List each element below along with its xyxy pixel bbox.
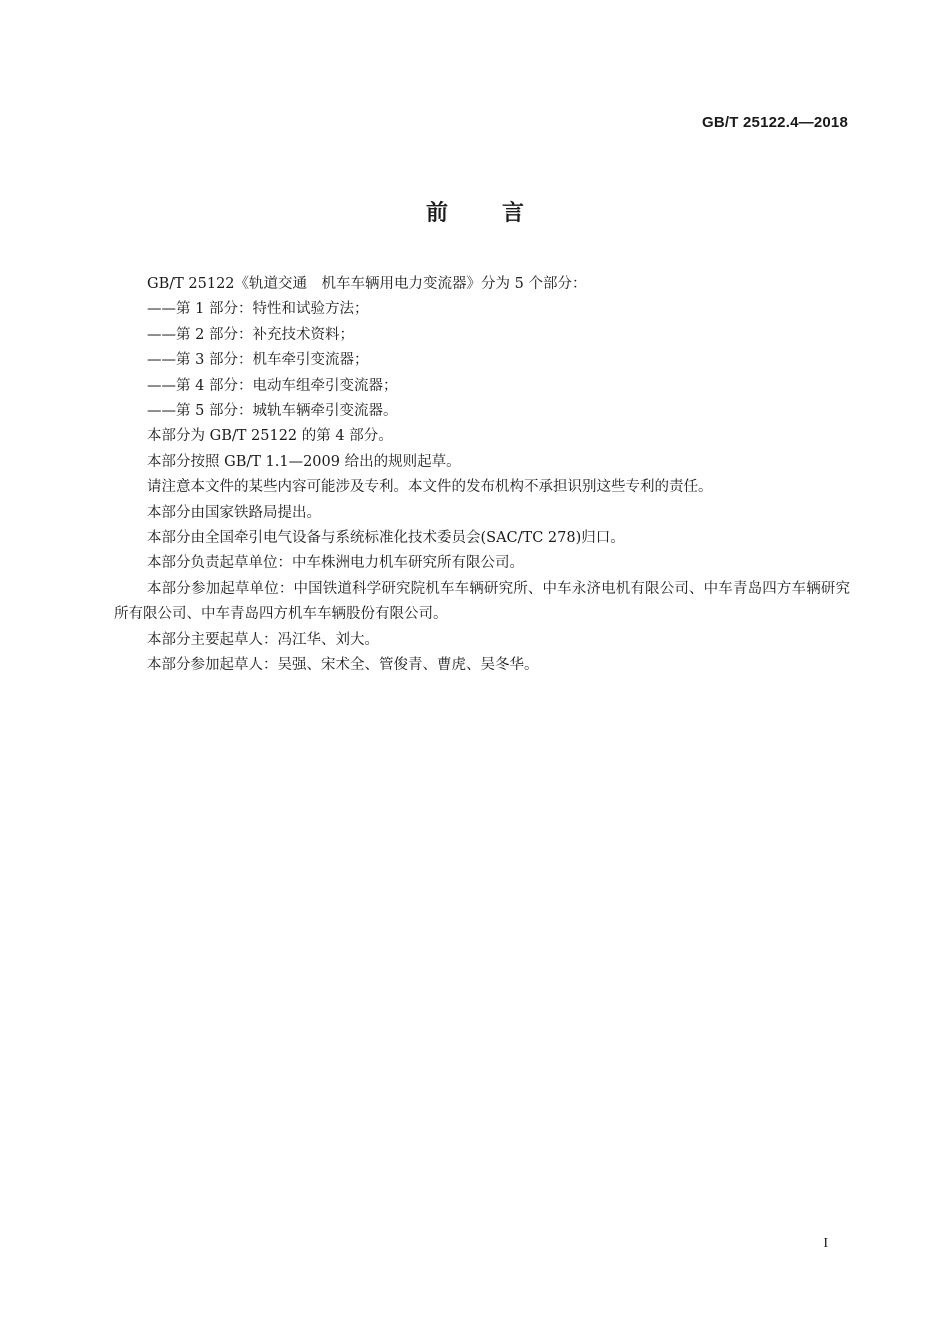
paragraph-participating-units: 本部分参加起草单位：中国铁道科学研究院机车车辆研究所、中车永济电机有限公司、中车青岛四方车辆研究所有限公司、中车青岛四方机车车辆股份有限公司。 (114, 580, 850, 623)
paragraph-committee: 本部分由全国牵引电气设备与系统标准化技术委员会(SAC/TC 278)归口。 (147, 530, 625, 547)
paragraph-parts-intro: GB/T 25122《轨道交通 机车车辆用电力变流器》分为 5 个部分： (147, 276, 587, 292)
foreword-body (114, 272, 850, 679)
paragraph-patent-notice: 请注意本文件的某些内容可能涉及专利。本文件的发布机构不承担识别这些专利的责任。 (147, 479, 713, 496)
paragraph-main-drafters: 本部分主要起草人：冯江华、刘大。 (147, 631, 379, 648)
list-item-part-3: ——第 3 部分：机车牵引变流器； (147, 352, 369, 369)
list-item-part-2: ——第 2 部分：补充技术资料； (147, 326, 354, 343)
paragraph-this-part: 本部分为 GB/T 25122 的第 4 部分。 (147, 428, 393, 445)
paragraph-lead-drafter: 本部分负责起草单位：中车株洲电力机车研究所有限公司。 (147, 555, 524, 572)
paragraph-proposer: 本部分由国家铁路局提出。 (147, 504, 321, 521)
page-title: 前言 (425, 201, 578, 226)
list-item-part-5: ——第 5 部分：城轨车辆牵引变流器。 (147, 403, 398, 420)
standard-number: GB/T 25122.4—2018 (702, 114, 848, 131)
page-number: I (823, 1236, 828, 1251)
list-item-part-4: ——第 4 部分：电动车组牵引变流器； (147, 377, 398, 394)
paragraph-participating-drafters: 本部分参加起草人：吴强、宋术全、管俊青、曹虎、吴冬华。 (147, 657, 539, 674)
list-item-part-1: ——第 1 部分：特性和试验方法； (147, 301, 369, 318)
paragraph-drafting-rules: 本部分按照 GB/T 1.1—2009 给出的规则起草。 (147, 453, 461, 470)
